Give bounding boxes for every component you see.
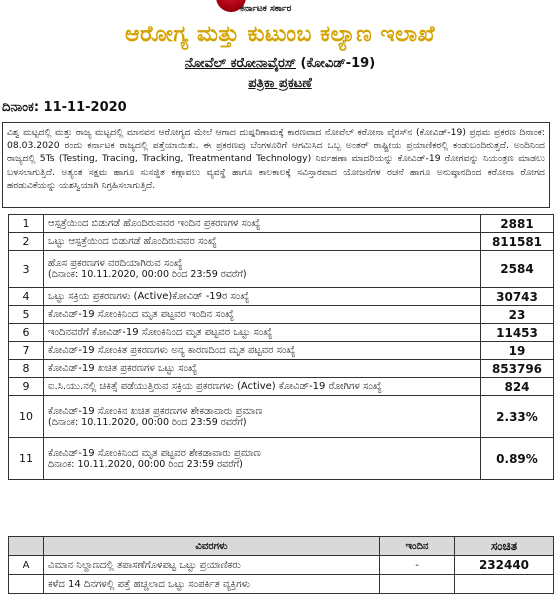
stats-row [9, 360, 554, 378]
stats-row-number: 11 [9, 438, 44, 480]
stats-row-label: ಕೋವಿಡ್-19 ಸೋಂಕಿನಿಂದ ಮೃತ ಪಟ್ಟವರ ಶೇಕಡಾವಾರು ಪ್ರಮಾಣ [48, 447, 261, 459]
details-row-cumulative: 232440 [455, 556, 554, 575]
subject-paren: (ಕೋವಿಡ್-19) [300, 56, 376, 71]
department-title: ಆರೋಗ್ಯ ಮತ್ತು ಕುಟುಂಬ ಕಲ್ಯಾಣ ಇಲಾಖೆ [124, 22, 436, 47]
subject-name: ನೋವೆಲ್ ಕರೋನಾವೈರಸ್ [184, 56, 296, 71]
stats-row-label: ಕೋವಿಡ್-19 ಸೋಂಕಿನ ಖಚಿತ ಪ್ರಕರಣಗಳ ಶೇಕಡಾವಾರು ಪ್ರಮಾಣ [48, 405, 263, 417]
stats-row-value: 19 [481, 342, 554, 360]
stats-row [9, 215, 554, 233]
stats-row-number: 10 [9, 396, 44, 438]
stats-row-label-cell [44, 360, 481, 378]
details-header-label: ವಿವರಗಳು [44, 537, 380, 556]
stats-row-label-cell [44, 396, 481, 438]
release-date: ದಿನಾಂಕ: 11-11-2020 [2, 100, 127, 115]
stats-row-number: 8 [9, 360, 44, 378]
header [0, 0, 560, 100]
stats-row-label-cell [44, 251, 481, 288]
stats-row-period: (ದಿನಾಂಕ: 10.11.2020, 00:00 ರಿಂದ 23:59 ರವರೆಗೆ) [48, 269, 247, 280]
stats-row [9, 306, 554, 324]
stats-row-label-cell [44, 378, 481, 396]
stats-row-number: 4 [9, 288, 44, 306]
stats-row-value: 11453 [481, 324, 554, 342]
stats-row-number: 7 [9, 342, 44, 360]
stats-row-label: ಕೋವಿಡ್-19 ಸೋಂಕಿತ ಪ್ರಕರಣಗಳು ಅನ್ಯ ಕಾರಣದಿಂದ ಮೃತ ಪಟ್ಟವರ ಸಂಖ್ಯೆ [48, 345, 296, 356]
details-row [9, 575, 554, 594]
press-release-title: ಪತ್ರಿಕಾ ಪ್ರಕಟಣೆ [248, 76, 312, 91]
stats-row [9, 324, 554, 342]
stats-row-label: ಕೋವಿಡ್-19 ಖಚಿತ ಪ್ರಕರಣಗಳ ಒಟ್ಟು ಸಂಖ್ಯೆ [48, 363, 198, 374]
stats-row-number: 9 [9, 378, 44, 396]
government-name: ಕರ್ನಾಟಕ ಸರ್ಕಾರ [240, 4, 292, 14]
subject-line [0, 56, 560, 71]
stats-row-number: 2 [9, 233, 44, 251]
stats-row-label: ಆಸ್ಪತ್ರೆಯಿಂದ ಬಿಡುಗಡೆ ಹೊಂದಿರುವವರ ಇಂದಿನ ಪ್ರಕರಣಗಳ ಸಂಖ್ಯೆ [48, 218, 261, 229]
stats-row [9, 342, 554, 360]
stats-row [9, 438, 554, 480]
details-header-row [9, 537, 554, 556]
stats-row-label: ಹೊಸ ಪ್ರಕರಣಗಳ ವರದಿಯಾಗಿರುವ ಸಂಖ್ಯೆ [48, 258, 183, 269]
stats-row-value: 2881 [481, 215, 554, 233]
stats-row [9, 251, 554, 288]
stats-row [9, 233, 554, 251]
stats-row-label: ಇಂದಿನವರೆಗೆ ಕೋವಿಡ್-19 ಸೋಂಕಿನಿಂದ ಮೃತ ಪಟ್ಟವರ ಒಟ್ಟು ಸಂಖ್ಯೆ [48, 327, 273, 338]
details-row-label: ಕಳೆದ 14 ದಿನಗಳಲ್ಲಿ ಪತ್ತೆ ಹಚ್ಚಲಾದ ಒಟ್ಟು ಸಂಪರ್ಕಿತ ವ್ಯಕ್ತಿಗಳು [44, 575, 380, 594]
details-row-today: - [380, 556, 455, 575]
stats-row-period: ದಿನಾಂಕ: 10.11.2020, 00:00 ರಿಂದ 23:59 ರವರೆಗೆ) [48, 458, 243, 470]
stats-row-value: 2.33% [481, 396, 554, 438]
details-header-today: ಇಂದಿನ [380, 537, 455, 556]
stats-row [9, 288, 554, 306]
details-row-cumulative [455, 575, 554, 594]
stats-row-value: 30743 [481, 288, 554, 306]
stats-row-number: 6 [9, 324, 44, 342]
stats-row-label-cell [44, 233, 481, 251]
stats-row-value: 824 [481, 378, 554, 396]
stats-row-number: 1 [9, 215, 44, 233]
stats-row-label-cell [44, 306, 481, 324]
details-row-today [380, 575, 455, 594]
details-header-key [9, 537, 44, 556]
stats-row-label-cell [44, 438, 481, 480]
stats-row-label-cell [44, 215, 481, 233]
details-row-label: ವಿಮಾನ ನಿಲ್ದಾಣದಲ್ಲಿ ತಪಾಸಣೆಗೊಳಪಟ್ಟ ಒಟ್ಟು ಪ್ರಯಾಣಿಕರು [44, 556, 380, 575]
stats-row-label-cell [44, 324, 481, 342]
stats-row [9, 378, 554, 396]
stats-row-label: ಒಟ್ಟು ಆಸ್ಪತ್ರೆಯಿಂದ ಬಿಡುಗಡೆ ಹೊಂದಿರುವವರ ಸಂಖ್ಯೆ [48, 236, 217, 247]
details-header-cumulative: ಸಂಚಿತ [455, 537, 554, 556]
stats-row-label-cell [44, 288, 481, 306]
details-table [8, 536, 554, 594]
details-row-key: A [9, 556, 44, 575]
stats-row-value: 2584 [481, 251, 554, 288]
stats-row-number: 3 [9, 251, 44, 288]
stats-row-label: ಐ.ಸಿ.ಯು.ನಲ್ಲಿ ಚಿಕಿತ್ಸೆ ಪಡೆಯುತ್ತಿರುವ ಸಕ್ರಿಯ ಪ್ರಕರಣಗಳು (Active) ಕೋವಿಡ್-19 ರೋಗಿಗಳ ಸಂಖ್ಯೆ [48, 381, 382, 392]
stats-row-value: 853796 [481, 360, 554, 378]
stats-row-value: 811581 [481, 233, 554, 251]
stats-row [9, 396, 554, 438]
stats-row-label: ಕೋವಿಡ್-19 ಸೋಂಕಿನಿಂದ ಮೃತ ಪಟ್ಟವರ ಇಂದಿನ ಸಂಖ್ಯೆ [48, 309, 235, 320]
details-row [9, 556, 554, 575]
stats-row-label-cell [44, 342, 481, 360]
stats-table [8, 214, 554, 480]
intro-paragraph: ವಿಶ್ವ ಮಟ್ಟದಲ್ಲಿ ಮತ್ತು ರಾಜ್ಯ ಮಟ್ಟದಲ್ಲಿ ಮಾನವನ ಆರೋಗ್ಯದ ಮೇಲೆ ಆಗಾದ ದುಷ್ಪರಿಣಾಮಕ್ಕೆ ಕಾರಣವಾದ ನೋವೆಲ್ ಕರೋನಾ ವೈರಸ್‌ನ (ಕೋವಿಡ್-19) ಪ್ರಥಮ ಪ್ರಕರಣ ದಿನಾಂಕ: 08.03.2020 ರಂದು ಕರ್ನಾಟಕ ರಾಜ್ಯದಲ್ಲಿ ಪತ್ತೆಯಾಯಿತು. ಈ ಪ್ರಕರಣವು ಬೆಂಗಳೂರಿಗೆ ಆಗಮಿಸಿದ ಒಬ್ಬ ಅಂತರ್ ರಾಷ್ಟ್ರೀಯ ಪ್ರಯಾಣಿಕರಲ್ಲಿ ಕಂಡುಬಂದಿರುತ್ತದೆ. ಅಂದಿನಿಂದ ರಾಜ್ಯದಲ್ಲಿ 5Ts (Testing, Tracing, Tracking, Treatmentand Technology) ನಿರ್ವಹಣಾ ಮಾದರಿಯನ್ನು ಕೋವಿಡ್-19 ರೋಗವನ್ನು ನಿಯಂತ್ರಣ ಮಾಡಲು ಬಳಸಲಾಗುತ್ತಿದೆ. ಅತ್ಯಂತ ಸಕ್ಷಮ ಹಾಗೂ ಸುಸಜ್ಜಿತ ಕಣ್ಗಾವಲು ವ್ಯವಸ್ಥೆ ಹಾಗೂ ಕಾಲಕಾಲಕ್ಕೆ ಸವಿಸ್ತಾರವಾದ ಯೋಜನೆಗಳ ರಚನೆ ಹಾಗೂ ಅನುಷ್ಠಾನದಿಂದ ಕರೋನಾ ರೋಗದ ಹರಡುವಿಕೆಯನ್ನು ಯಶಸ್ವಿಯಾಗಿ ನಿಗ್ರಹಿಸಲಾಗುತ್ತಿದೆ. [2, 122, 550, 208]
details-row-key [9, 575, 44, 594]
stats-row-value: 0.89% [481, 438, 554, 480]
stats-row-value: 23 [481, 306, 554, 324]
stats-row-number: 5 [9, 306, 44, 324]
stats-row-period: (ದಿನಾಂಕ: 10.11.2020, 00:00 ರಿಂದ 23:59 ರವರೆಗೆ) [48, 416, 247, 428]
stats-row-label: ಒಟ್ಟು ಸಕ್ರಿಯ ಪ್ರಕರಣಗಳು (Active)ಕೋವಿಡ್ -19ರ ಸಂಖ್ಯೆ [48, 291, 250, 302]
